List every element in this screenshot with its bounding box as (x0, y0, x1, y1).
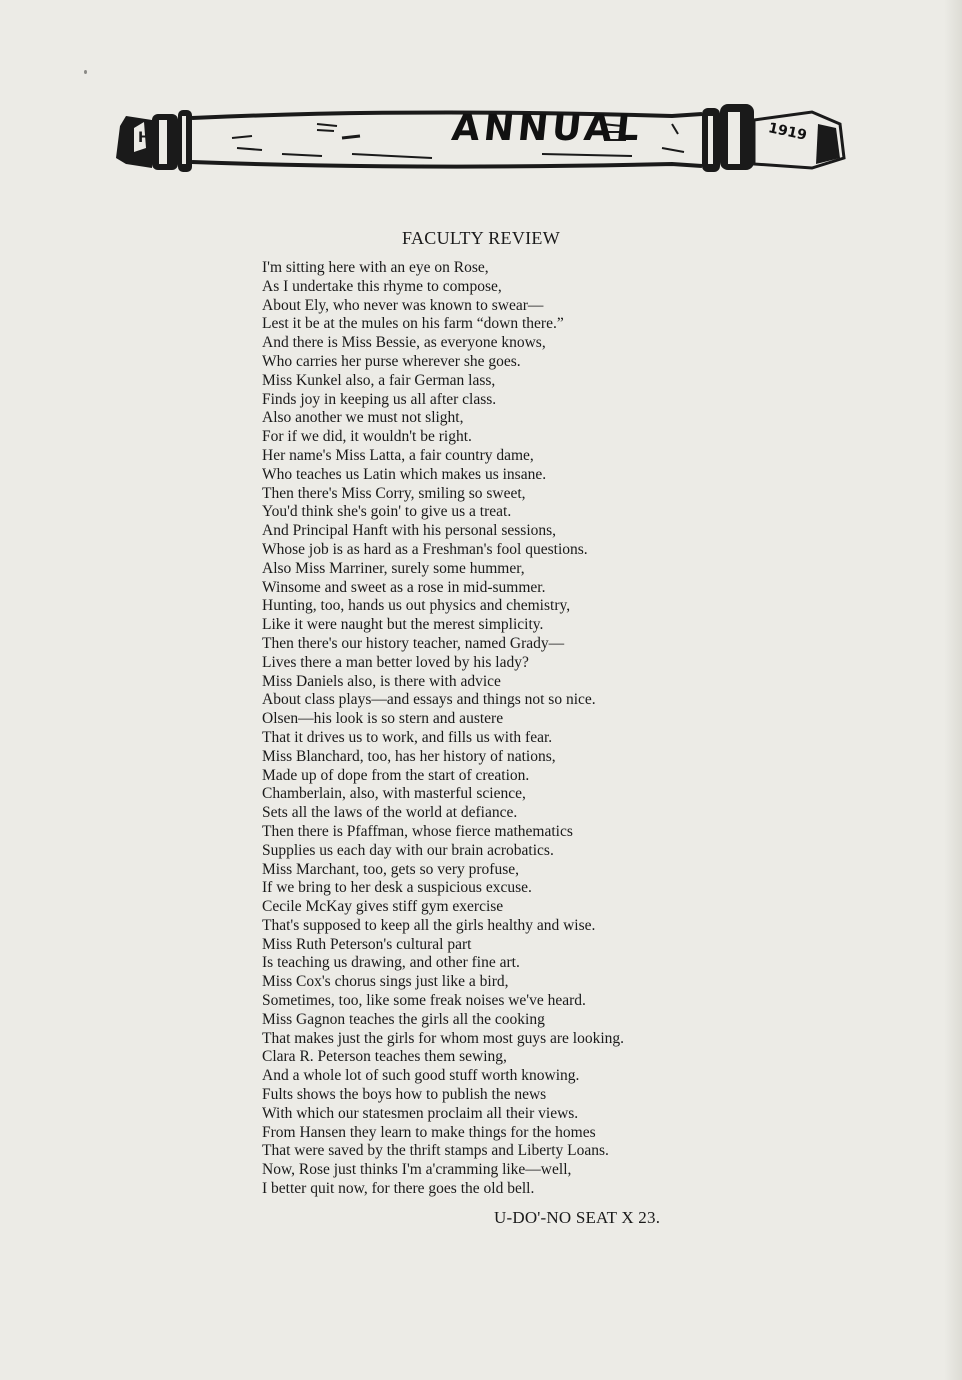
poem-line: I'm sitting here with an eye on Rose, (262, 259, 489, 276)
svg-text:H: H (138, 130, 150, 146)
poem-line: I better quit now, for there goes the old bell. (262, 1180, 535, 1198)
banner-title: ANNUAL (449, 108, 646, 149)
poem-line: Who carries her purse wherever she goes. (262, 352, 521, 370)
poem-line: About Ely, who never was known to swear— (262, 296, 544, 314)
poem-line: Now, Rose just thinks I'm a'cramming like—well, (262, 1161, 572, 1179)
poem-line: Clara R. Peterson teaches them sewing, (262, 1048, 507, 1066)
poem-line: Miss Marchant, too, gets so very profuse, (262, 860, 519, 878)
poem-line: That were saved by the thrift stamps and Liberty Loans. (262, 1142, 609, 1160)
poem-line: Miss Kunkel also, a fair German lass, (262, 371, 496, 389)
poem-line: That's supposed to keep all the girls healthy and wise. (262, 916, 596, 934)
poem-line: Sometimes, too, like some freak noises we've heard. (262, 992, 586, 1010)
poem-line: Then there's Miss Corry, smiling so sweet, (262, 484, 526, 502)
poem-line: Miss Blanchard, too, has her history of nations, (262, 747, 556, 765)
poem-line: With which our statesmen proclaim all their views. (262, 1104, 579, 1122)
poem-line: From Hansen they learn to make things for the homes (262, 1123, 596, 1141)
poem-line: Lives there a man better loved by his lady? (262, 653, 529, 671)
poem-line: And a whole lot of such good stuff worth knowing. (262, 1067, 580, 1085)
page-edge-shadow (944, 0, 962, 1380)
poem-line: Then there is Pfaffman, whose fierce mathematics (262, 822, 573, 840)
poem-line: Winsome and sweet as a rose in mid-summer. (262, 578, 546, 596)
poem-line: Miss Daniels also, is there with advice (262, 672, 501, 690)
poem-line: Miss Cox's chorus sings just like a bird, (262, 973, 509, 991)
poem-line: Then there's our history teacher, named Grady— (262, 634, 565, 652)
poem-line: About class plays—and essays and things not so nice. (262, 691, 596, 709)
poem-line: Is teaching us drawing, and other fine art. (262, 954, 520, 972)
poem-line: Supplies us each day with our brain acrobatics. (262, 841, 554, 859)
poem-line: Miss Gagnon teaches the girls all the cooking (262, 1010, 545, 1028)
poem-line: Who teaches us Latin which makes us insane. (262, 465, 547, 483)
poem-line: And there is Miss Bessie, as everyone knows, (262, 334, 546, 352)
poem-line: Cecile McKay gives stiff gym exercise (262, 898, 504, 916)
poem-line: Made up of dope from the start of creation. (262, 766, 530, 784)
poem-line: Miss Ruth Peterson's cultural part (262, 935, 472, 953)
poem-line: Hunting, too, hands us out physics and chemistry, (262, 597, 571, 615)
poem-line: Also Miss Marriner, surely some hummer, (262, 559, 525, 577)
poem-line: Also another we must not slight, (262, 409, 464, 427)
poem-line: Whose job is as hard as a Freshman's fool questions. (262, 540, 588, 558)
annual-banner (112, 98, 846, 176)
poem-line: As I undertake this rhyme to compose, (262, 277, 502, 295)
poem-line: Olsen—his look is so stern and austere (262, 710, 504, 728)
poem-line: That it drives us to work, and fills us with fear. (262, 728, 553, 746)
poem-line: Finds joy in keeping us all after class. (262, 390, 497, 408)
poem-line: Like it were naught but the merest simplicity. (262, 616, 544, 634)
banner-year: 1919 (766, 120, 809, 144)
poem-line: Lest it be at the mules on his farm “down there.” (262, 315, 564, 333)
poem-line: For if we did, it wouldn't be right. (262, 428, 472, 446)
poem-line: You'd think she's goin' to give us a treat. (262, 503, 512, 521)
poem-line: Fults shows the boys how to publish the news (262, 1086, 547, 1104)
poem-line: Her name's Miss Latta, a fair country dame, (262, 446, 534, 464)
poem-line: And Principal Hanft with his personal sessions, (262, 522, 557, 540)
page-title: FACULTY REVIEW (401, 228, 561, 248)
poem-line: Sets all the laws of the world at defiance. (262, 804, 518, 822)
poem-line: Chamberlain, also, with masterful science, (262, 785, 526, 803)
paper-speck (84, 70, 87, 74)
poem-line: If we bring to her desk a suspicious excuse. (262, 879, 532, 897)
poem (262, 259, 624, 1199)
author-signature: U-DO'-NO SEAT X 23. (494, 1208, 661, 1227)
poem-line: That makes just the girls for whom most guys are looking. (262, 1029, 625, 1047)
